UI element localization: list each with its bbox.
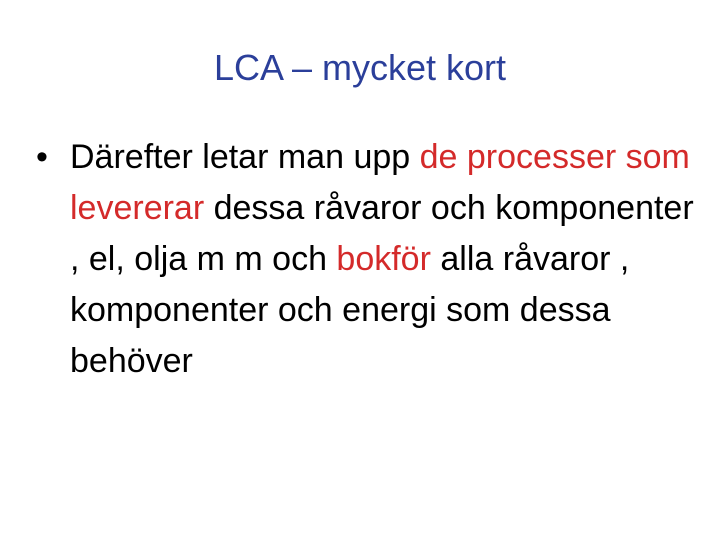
bullet-text-1: Därefter letar man upp bbox=[70, 138, 420, 176]
slide-title: LCA – mycket kort bbox=[213, 47, 507, 88]
bullet-text-3: alla råvaror , komponenter och energi som dessa behöver bbox=[70, 240, 630, 380]
bullet-item bbox=[36, 132, 696, 387]
bullet-emphasis-bokfor: bokför bbox=[336, 240, 431, 278]
bullet-emphasis-de-processer: de processer som levererar bbox=[70, 138, 690, 227]
bullet-text-2: dessa råvaror och komponenter , el, olja m m och bbox=[70, 189, 694, 278]
bullet-list bbox=[36, 132, 696, 387]
bullet-icon: • bbox=[36, 138, 48, 176]
